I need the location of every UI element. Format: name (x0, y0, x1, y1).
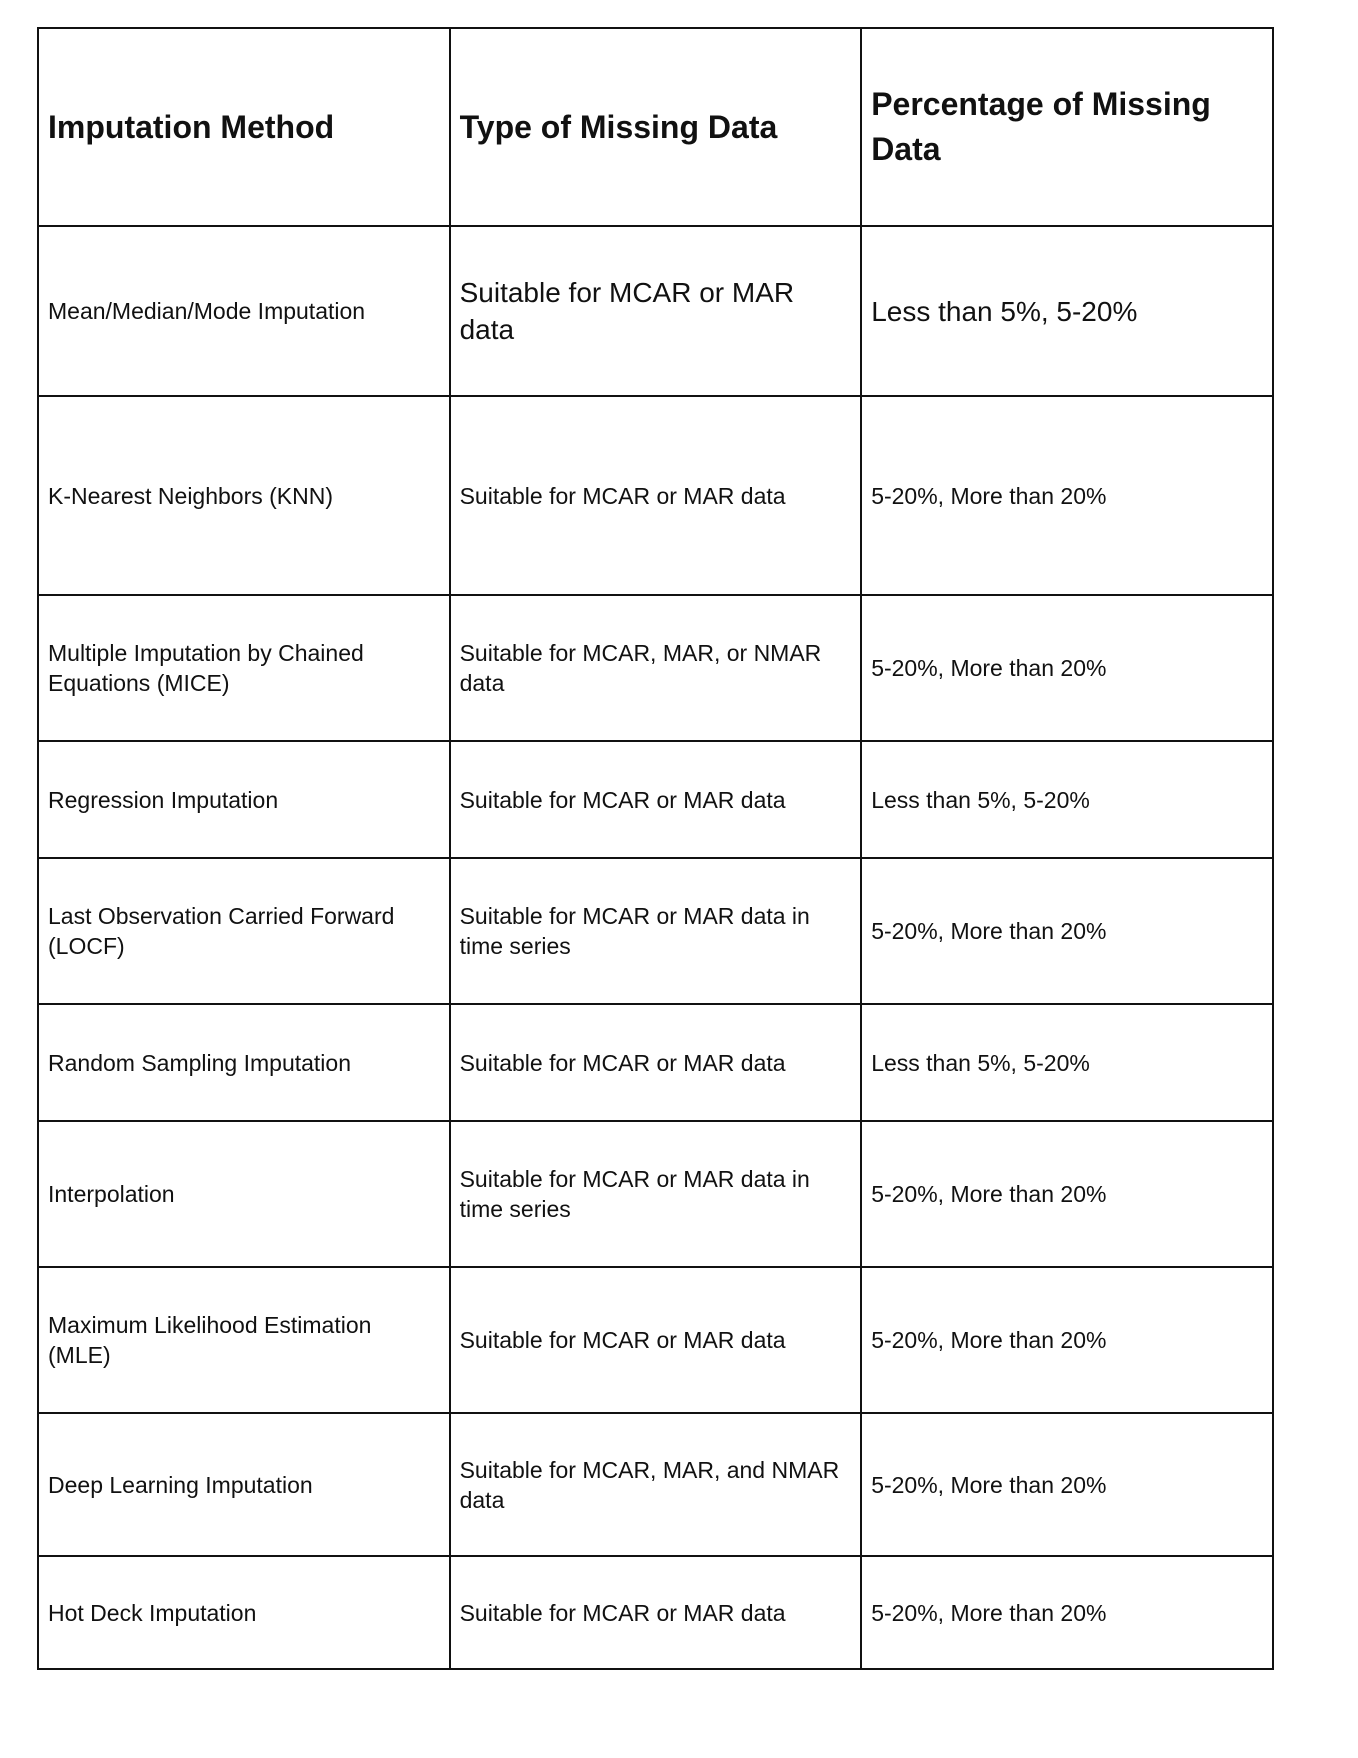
table-row (38, 1267, 1273, 1413)
method-cell: Hot Deck Imputation (38, 1556, 450, 1669)
header-imputation-method: Imputation Method (38, 28, 450, 226)
percentage-cell: Less than 5%, 5-20% (861, 226, 1273, 396)
type-cell: Suitable for MCAR or MAR data (450, 1556, 862, 1669)
type-cell: Suitable for MCAR, MAR, and NMAR data (450, 1413, 862, 1556)
method-cell: Multiple Imputation by Chained Equations (MICE) (38, 595, 450, 741)
method-cell: Last Observation Carried Forward (LOCF) (38, 858, 450, 1004)
type-cell: Suitable for MCAR or MAR data (450, 396, 862, 595)
type-cell: Suitable for MCAR, MAR, or NMAR data (450, 595, 862, 741)
type-cell: Suitable for MCAR or MAR data in time series (450, 858, 862, 1004)
table-row (38, 595, 1273, 741)
type-cell: Suitable for MCAR or MAR data (450, 741, 862, 858)
method-cell: Maximum Likelihood Estimation (MLE) (38, 1267, 450, 1413)
table-row (38, 1004, 1273, 1121)
table-header-row (38, 28, 1273, 226)
method-cell: Deep Learning Imputation (38, 1413, 450, 1556)
table-row (38, 858, 1273, 1004)
table-row (38, 396, 1273, 595)
table-row (38, 1556, 1273, 1669)
percentage-cell: 5-20%, More than 20% (861, 1121, 1273, 1267)
percentage-cell: 5-20%, More than 20% (861, 858, 1273, 1004)
percentage-cell: 5-20%, More than 20% (861, 1556, 1273, 1669)
table-row (38, 226, 1273, 396)
percentage-cell: 5-20%, More than 20% (861, 1267, 1273, 1413)
percentage-cell: 5-20%, More than 20% (861, 595, 1273, 741)
method-cell: Mean/Median/Mode Imputation (38, 226, 450, 396)
type-cell: Suitable for MCAR or MAR data in time series (450, 1121, 862, 1267)
type-cell: Suitable for MCAR or MAR data (450, 1004, 862, 1121)
imputation-methods-table (37, 27, 1274, 1670)
header-percentage-of-missing-data: Percentage of Missing Data (861, 28, 1273, 226)
method-cell: Regression Imputation (38, 741, 450, 858)
percentage-cell: Less than 5%, 5-20% (861, 741, 1273, 858)
table-row (38, 1121, 1273, 1267)
table-row (38, 741, 1273, 858)
method-cell: Interpolation (38, 1121, 450, 1267)
percentage-cell: Less than 5%, 5-20% (861, 1004, 1273, 1121)
type-cell: Suitable for MCAR or MAR data (450, 1267, 862, 1413)
table-row (38, 1413, 1273, 1556)
percentage-cell: 5-20%, More than 20% (861, 1413, 1273, 1556)
percentage-cell: 5-20%, More than 20% (861, 396, 1273, 595)
method-cell: Random Sampling Imputation (38, 1004, 450, 1121)
type-cell: Suitable for MCAR or MAR data (450, 226, 862, 396)
method-cell: K-Nearest Neighbors (KNN) (38, 396, 450, 595)
header-type-of-missing-data: Type of Missing Data (450, 28, 862, 226)
